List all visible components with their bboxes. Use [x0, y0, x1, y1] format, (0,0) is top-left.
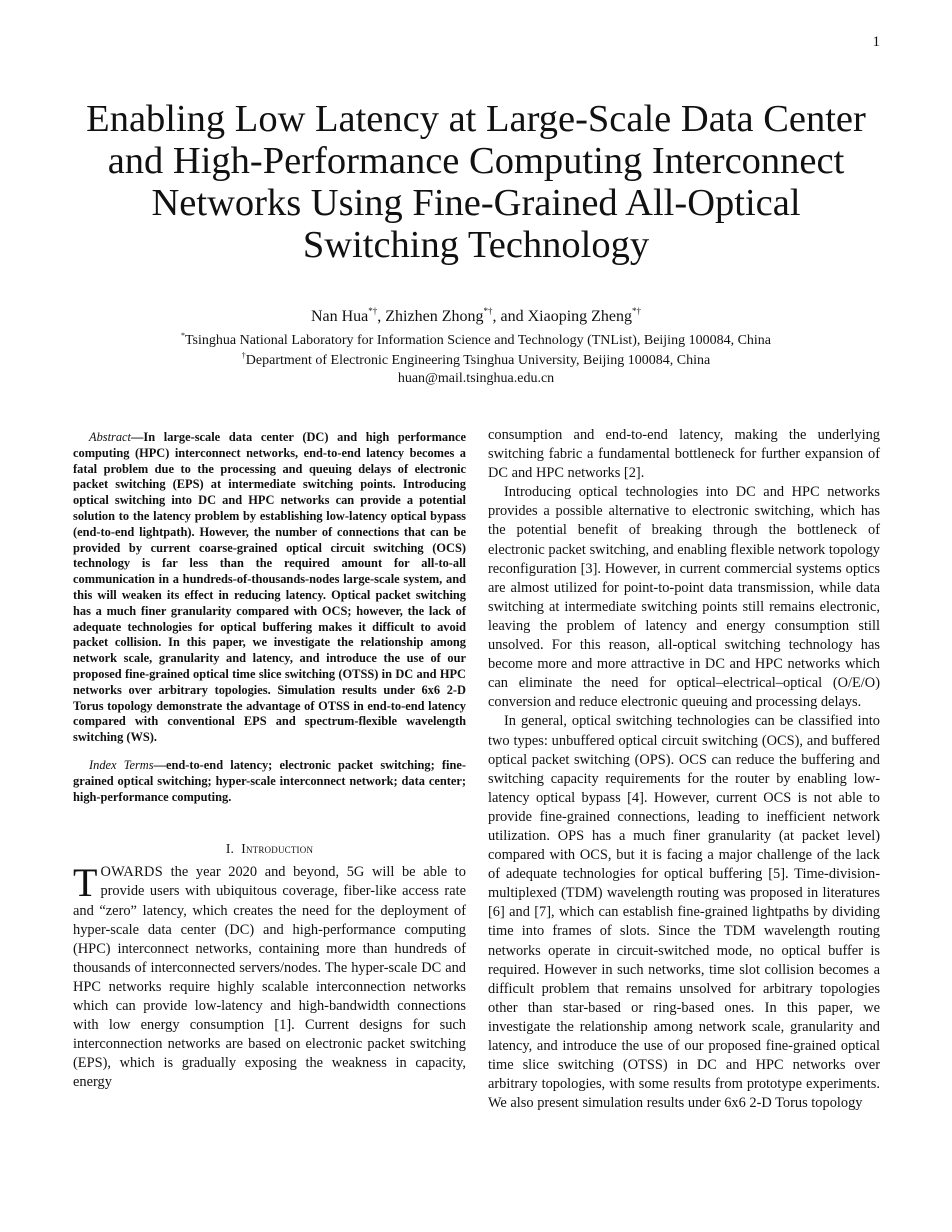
section-heading: I. Introduction: [225, 841, 314, 857]
abstract-text: —In large-scale data center (DC) and high performance computing (HPC) interconnect networks, end-to-end latency becomes a fatal problem due to the processing and queuing delays of electronic packet switching (EPS) at intermediate switching points. Introducing optical switching into DC and HPC networks can provide a potential solution to the latency problem by establishing low-latency optical bypass (end-to-end lightpath). However, the number of connections that can be provided by current coarse-grained optical circuit switching (OCS) technology is far less than the required amount for all-to-all communication in a hundreds-of-thousands-nodes large-scale system, and this will weaken its effect in reducing latency. Optical packet switching has a much finer granularity compared with OCS; however, the lack of adequate technologies for optical buffering makes it difficult to avoid packet collision. In this paper, we investigate the relationship among network scale, granularity and latency, and introduce the use of our proposed fine-grained optical time slice switching (OTSS) in DC and HPC networks over arbitrary topologies. Simulation results under 6x6 2-D Torus topology demonstrate the advantage of OTSS in end-to-end latency compared with conventional EPS and spectrum-flexible wavelength switching (WS).: [73, 430, 466, 745]
drop-cap: T: [73, 860, 98, 906]
author-name: Xiaoping Zheng: [527, 308, 633, 325]
index-terms-text: —end-to-end latency; electronic packet switching; fine-grained optical switching; hyper-scale interconnect network; data center; high-performance computing.: [73, 757, 466, 804]
author-mark: *†: [483, 306, 493, 316]
abstract-label: Abstract: [89, 430, 131, 444]
abstract: [73, 430, 466, 746]
author-mark: *†: [632, 306, 642, 316]
author-line: Nan Hua*†, Zhizhen Zhong*†, and Xiaoping Zheng*†: [310, 306, 642, 325]
author-name: Nan Hua: [310, 308, 369, 325]
page-number: 1: [872, 34, 880, 50]
body-paragraph: Introducing optical technologies into DC and HPC networks provides a possible alternative to electronic switching, which has the potential benefit of breaking through the bottleneck of electronic packet switching, and enabling flexible network topology reconfiguration [3]. However, in current commercial systems optics are almost utilized for point-to-point data transmission, while data switching at intermediate switching points still remains electronic, leaving the problem of latency and energy consumption still unsolved. For this reason, all-optical switching technology has become more and more attractive in DC and HPC networks which can eliminate the need for optical–electrical–optical (O/E/O) conversion and reduce electronic queuing and processing delays.: [488, 484, 880, 711]
author-name: Zhizhen Zhong: [385, 308, 484, 325]
author-mark: *†: [368, 306, 378, 316]
section-title: Introduction: [241, 841, 314, 857]
affiliation-1: *Tsinghua National Laboratory for Information Science and Technology (TNList), Beijing 100084, China: [180, 331, 772, 348]
right-column: [488, 426, 880, 1113]
index-terms-label: Index Terms: [89, 757, 154, 772]
intro-paragraph: TOWARDS the year 2020 and beyond, 5G will be able to provide users with ubiquitous coverage, fiber-like access rate and “zero” latency, which creates the need for the deployment of hyper-scale data center (DC) and high-performance computing (HPC) interconnect networks, containing more than hundreds of thousands of interconnected servers/nodes. The hyper-scale DC and HPC networks require highly scalable interconnection networks which can provide low-latency and high-bandwidth connections with low energy consumption [1]. Current designs for such interconnection networks are based on electronic packet switching (EPS), which is gradually exposing the weakness in capacity, energy: [73, 860, 466, 1091]
affiliation-2: †Department of Electronic Engineering Tsinghua University, Beijing 100084, China: [241, 351, 711, 368]
left-column: [73, 430, 466, 1092]
paper-title: Enabling Low Latency at Large-Scale Data Center and High-Performance Computing Interconnect Networks Using Fine-Grained All-Optical Switching Technology: [86, 98, 866, 266]
continued-paragraph: consumption and end-to-end latency, making the underlying switching fabric a fundamental bottleneck for further expansion of DC and HPC networks [2].: [488, 427, 880, 482]
body-paragraph: In general, optical switching technologies can be classified into two types: unbuffered optical circuit switching (OCS), and buffered optical packet switching (OPS). OCS can reduce the buffering and switching capacity requirements for the router by enabling low-latency optical bypass [4]. However, current OCS is not able to provide fine-grained connections, leading to inefficient network utilization. OPS has a much finer granularity (at packet level) compared with OCS, but it is facing a major challenge of the lack of adequate technologies for optical buffering [5]. Time-division-multiplexed (TDM) wavelength routing was proposed in literatures [6] and [7], which can establish fine-grained lightpaths by dividing time into frames of slots. Since the TDM wavelength routing networks operate in circuit-switched mode, no optical buffer is required. However in such networks, time slot collision becomes a difficult problem that remains unsolved for arbitrary topologies other than star-based or ring-based ones. In this paper, we investigate the relationship among network scale, granularity and latency, and introduce the use of our proposed fine-grained optical time slice switching (OTSS) in DC and HPC networks over arbitrary topologies, with some results from prototype experiments. We also present simulation results under 6x6 2-D Torus topology: [488, 713, 880, 1112]
author-email: huan@mail.tsinghua.edu.cn: [397, 371, 555, 386]
index-terms: [73, 758, 466, 805]
